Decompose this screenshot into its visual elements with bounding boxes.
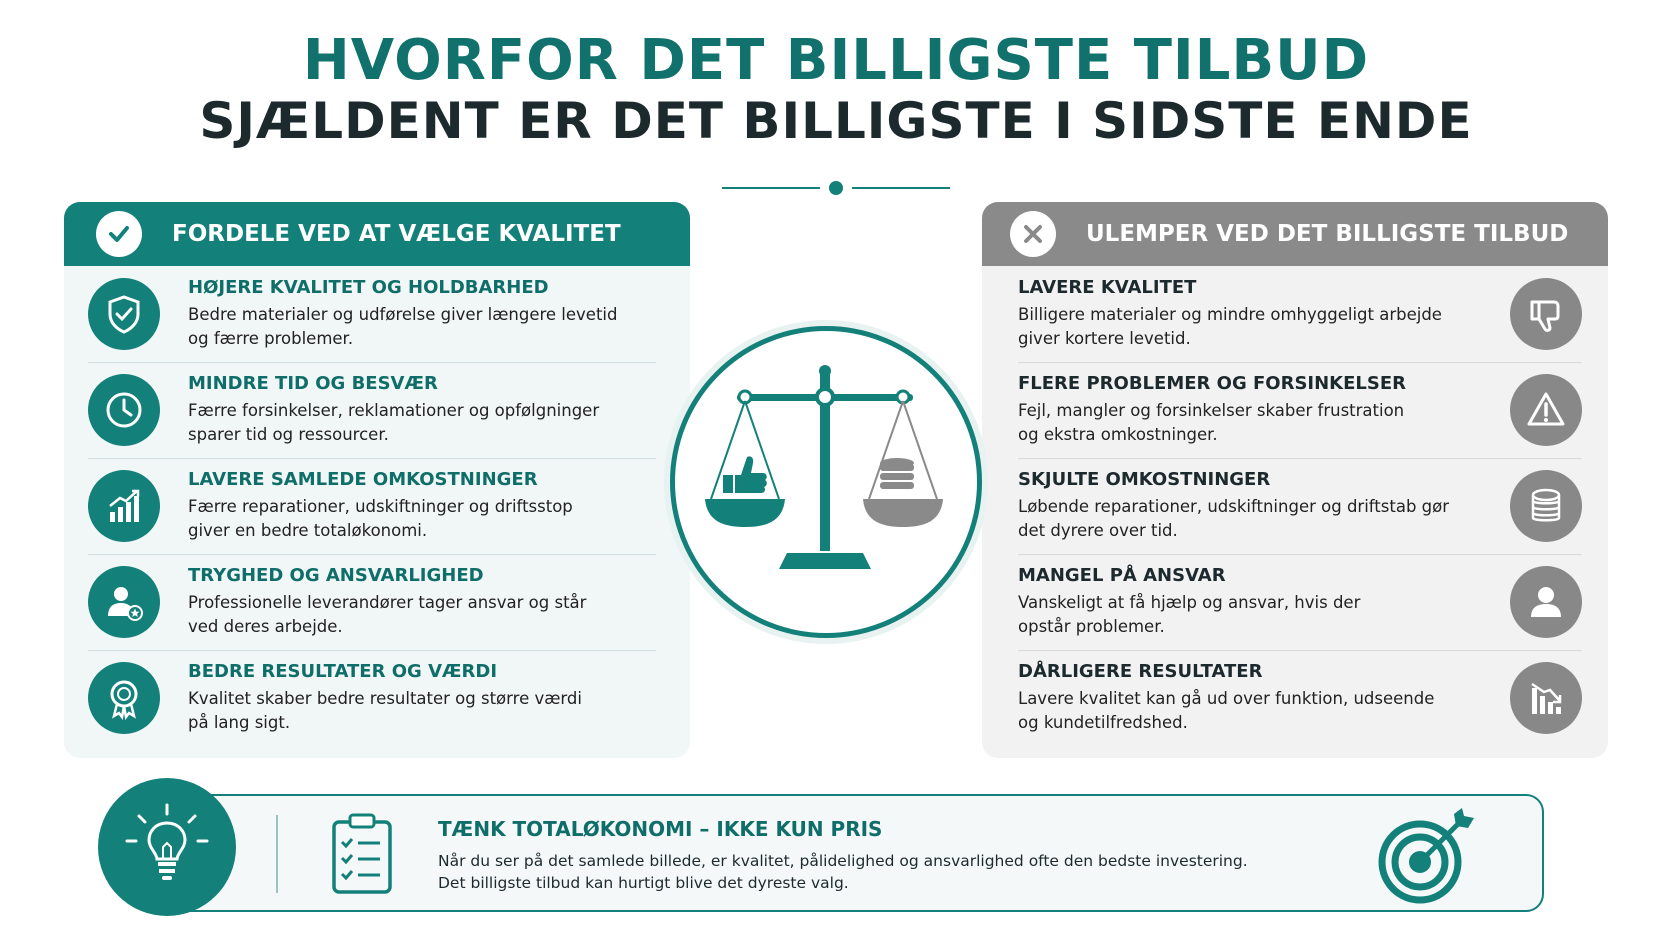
cons-item-desc-2: det dyrere over tid. bbox=[1018, 521, 1178, 540]
pros-item bbox=[88, 362, 656, 458]
pros-item-desc-1: Kvalitet skaber bedre resultater og større værdi bbox=[188, 689, 582, 708]
pros-item-title: BEDRE RESULTATER OG VÆRDI bbox=[188, 661, 498, 682]
pros-item-desc-2: giver en bedre totaløkonomi. bbox=[188, 521, 428, 540]
pros-item bbox=[88, 266, 656, 362]
cons-item-title: MANGEL PÅ ANSVAR bbox=[1018, 565, 1226, 586]
footer-text-1: Når du ser på det samlede billede, er kvalitet, pålidelighed og ansvarlighed ofte den bedste investering. bbox=[438, 852, 1248, 870]
pros-item-title: LAVERE SAMLEDE OMKOSTNINGER bbox=[188, 469, 538, 490]
award-icon bbox=[88, 662, 160, 734]
cons-item-desc-2: og kundetilfredshed. bbox=[1018, 713, 1188, 732]
pros-item bbox=[88, 650, 656, 746]
chart-up-icon bbox=[88, 470, 160, 542]
cons-panel bbox=[982, 202, 1608, 758]
pros-panel bbox=[64, 202, 690, 758]
cons-item bbox=[1018, 266, 1582, 362]
cons-header-label: ULEMPER VED DET BILLIGSTE TILBUD bbox=[1086, 221, 1569, 247]
target-icon bbox=[1376, 806, 1476, 910]
cons-header bbox=[982, 202, 1608, 266]
cons-item-desc-1: Vanskeligt at få hjælp og ansvar, hvis der bbox=[1018, 593, 1361, 612]
cons-item-desc-1: Løbende reparationer, udskiftninger og driftstab gør bbox=[1018, 497, 1450, 516]
cons-item-title: FLERE PROBLEMER OG FORSINKELSER bbox=[1018, 373, 1407, 394]
footer-title: TÆNK TOTALØKONOMI – IKKE KUN PRIS bbox=[438, 817, 883, 841]
pros-header-label: FORDELE VED AT VÆLGE KVALITET bbox=[172, 221, 621, 247]
user-icon bbox=[1510, 566, 1582, 638]
balance-scale-icon bbox=[670, 326, 982, 638]
pros-item bbox=[88, 458, 656, 554]
cons-item-desc-2: giver kortere levetid. bbox=[1018, 329, 1191, 348]
coins-icon bbox=[1510, 470, 1582, 542]
pros-item-desc-2: sparer tid og ressourcer. bbox=[188, 425, 389, 444]
cons-item-desc-2: og ekstra omkostninger. bbox=[1018, 425, 1218, 444]
subtitle: SJÆLDENT ER DET BILLIGSTE I SIDSTE ENDE bbox=[199, 92, 1473, 150]
cons-item-title: DÅRLIGERE RESULTATER bbox=[1018, 661, 1263, 682]
cons-item-desc-1: Billigere materialer og mindre omhyggeligt arbejde bbox=[1018, 305, 1442, 324]
clock-icon bbox=[88, 374, 160, 446]
pros-header bbox=[64, 202, 690, 266]
cons-item bbox=[1018, 554, 1582, 650]
pros-item-title: TRYGHED OG ANSVARLIGHED bbox=[188, 565, 484, 586]
pros-item-title: MINDRE TID OG BESVÆR bbox=[188, 373, 438, 394]
shield-check-icon bbox=[88, 278, 160, 350]
pros-item-desc-1: Færre forsinkelser, reklamationer og opfølgninger bbox=[188, 401, 600, 420]
cons-item-title: LAVERE KVALITET bbox=[1018, 277, 1197, 298]
x-circle-icon bbox=[1010, 211, 1056, 257]
thumbs-down-icon bbox=[1510, 278, 1582, 350]
lightbulb-icon bbox=[98, 778, 236, 916]
cons-item-title: SKJULTE OMKOSTNINGER bbox=[1018, 469, 1271, 490]
cons-item-desc-2: opstår problemer. bbox=[1018, 617, 1165, 636]
footer-divider bbox=[276, 815, 278, 893]
pros-item-desc-2: ved deres arbejde. bbox=[188, 617, 343, 636]
main-title: HVORFOR DET BILLIGSTE TILBUD bbox=[302, 28, 1370, 93]
pros-item-desc-1: Færre reparationer, udskiftninger og driftsstop bbox=[188, 497, 573, 516]
pros-item-desc-2: og færre problemer. bbox=[188, 329, 354, 348]
title-divider bbox=[722, 178, 950, 198]
pros-item-desc-1: Professionelle leverandører tager ansvar og står bbox=[188, 593, 587, 612]
clipboard-checklist-icon bbox=[330, 812, 394, 900]
cons-item bbox=[1018, 458, 1582, 554]
chart-down-icon bbox=[1510, 662, 1582, 734]
cons-item-desc-1: Fejl, mangler og forsinkelser skaber frustration bbox=[1018, 401, 1405, 420]
pros-item-desc-2: på lang sigt. bbox=[188, 713, 291, 732]
pros-item bbox=[88, 554, 656, 650]
warning-icon bbox=[1510, 374, 1582, 446]
user-star-icon bbox=[88, 566, 160, 638]
footer-text-2: Det billigste tilbud kan hurtigt blive det dyreste valg. bbox=[438, 874, 849, 892]
cons-item bbox=[1018, 362, 1582, 458]
pros-item-title: HØJERE KVALITET OG HOLDBARHED bbox=[188, 277, 549, 298]
cons-item bbox=[1018, 650, 1582, 746]
cons-item-desc-1: Lavere kvalitet kan gå ud over funktion, udseende bbox=[1018, 689, 1435, 708]
check-circle-icon bbox=[96, 211, 142, 257]
pros-item-desc-1: Bedre materialer og udførelse giver længere levetid bbox=[188, 305, 618, 324]
